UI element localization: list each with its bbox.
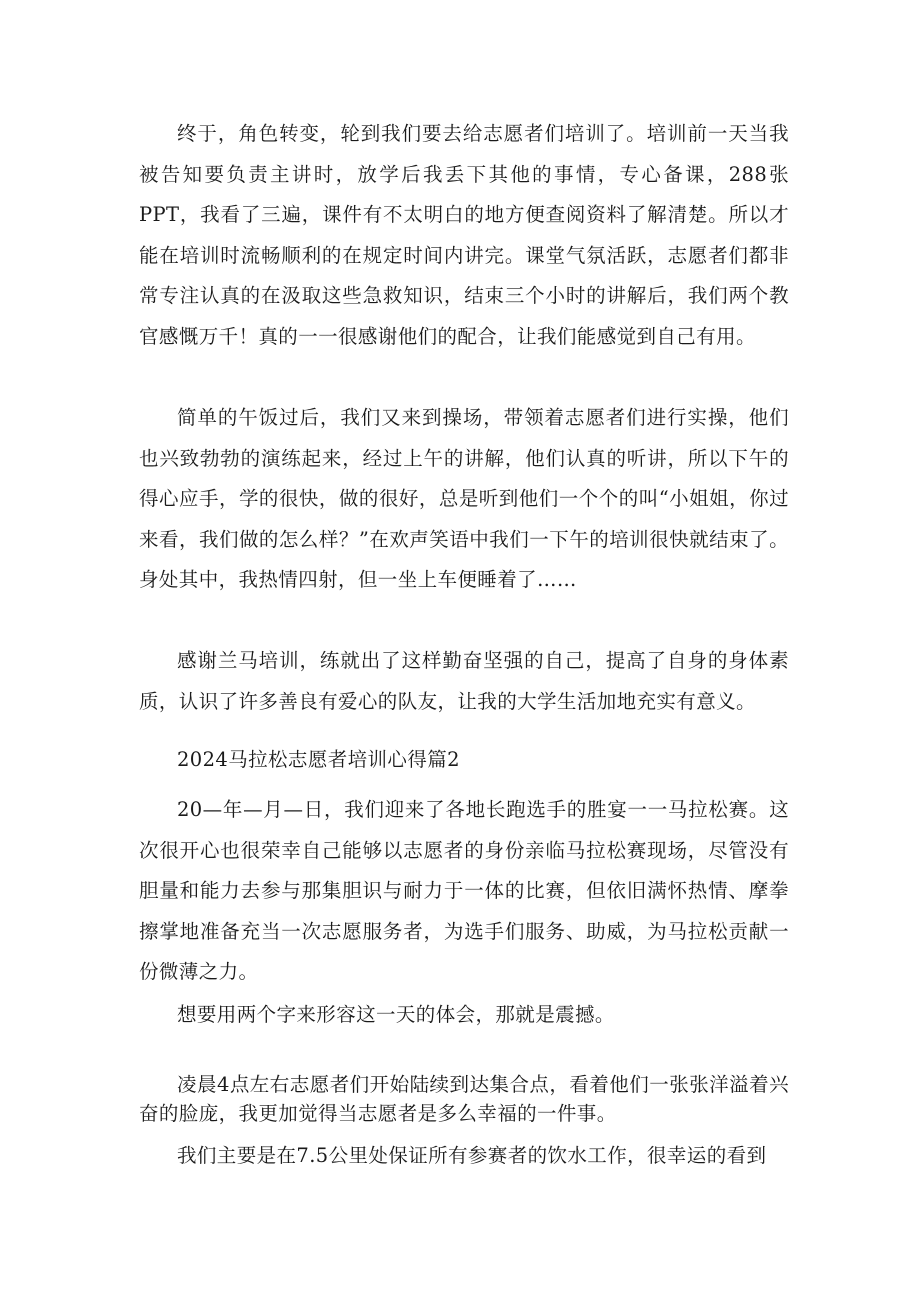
section-heading: 2024马拉松志愿者培训心得篇2 xyxy=(177,748,460,771)
paragraph-shock: 想要用两个字来形容这一天的体会，那就是震撼。 xyxy=(177,1003,615,1026)
paragraph-training-role: 终于，角色转变，轮到我们要去给志愿者们培训了。培训前一天当我被告知要负责主讲时，放学后我丢下其他的事情，专心备课，288张PPT，我看了三遍，课件有不太明白的地方便查阅资料了解清楚。所以才能在培训时流畅顺利的在规定时间内讲完。课堂气氛活跃，志愿者们都非常专注认真的在汲取这些急救知识，结束三个小时的讲解后，我们两个教官感慨万千！真的一一很感谢他们的配合，让我们能感觉到自己有用。 xyxy=(139,122,789,348)
paragraph-early-morning: 凌晨4点左右志愿者们开始陆续到达集合点，看着他们一张张洋溢着兴奋的脸庞，我更加觉得当志愿者是多么幸福的一件事。 xyxy=(139,1073,789,1125)
paragraph-afternoon-practice: 简单的午饭过后，我们又来到操场，带领着志愿者们进行实操，他们也兴致勃勃的演练起来，经过上午的讲解，他们认真的听讲，所以下午的得心应手，学的很快，做的很好，总是听到他们一个个的叫“小姐姐，你过来看，我们做的怎么样？”在欢声笑语中我们一下午的培训很快就结束了。身处其中，我热情四射，但一坐上车便睡着了…… xyxy=(139,406,789,591)
paragraph-thanks: 感谢兰马培训，练就出了这样勤奋坚强的自己，提高了自身的身体素质，认识了许多善良有爱心的队友，让我的大学生活加地充实有意义。 xyxy=(139,649,789,713)
paragraph-marathon-intro: 20—年—月—日，我们迎来了各地长跑选手的胜宴一一马拉松赛。这次很开心也很荣幸自己能够以志愿者的身份亲临马拉松赛现场，尽管没有胆量和能力去参与那集胆识与耐力于一体的比赛，但依旧满怀热情、摩拳擦掌地准备充当一次志愿服务者，为选手们服务、助威，为马拉松贡献一份微薄之力。 xyxy=(139,798,789,983)
paragraph-water-station: 我们主要是在7.5公里处保证所有参赛者的饮水工作，很幸运的看到 xyxy=(177,1144,767,1167)
